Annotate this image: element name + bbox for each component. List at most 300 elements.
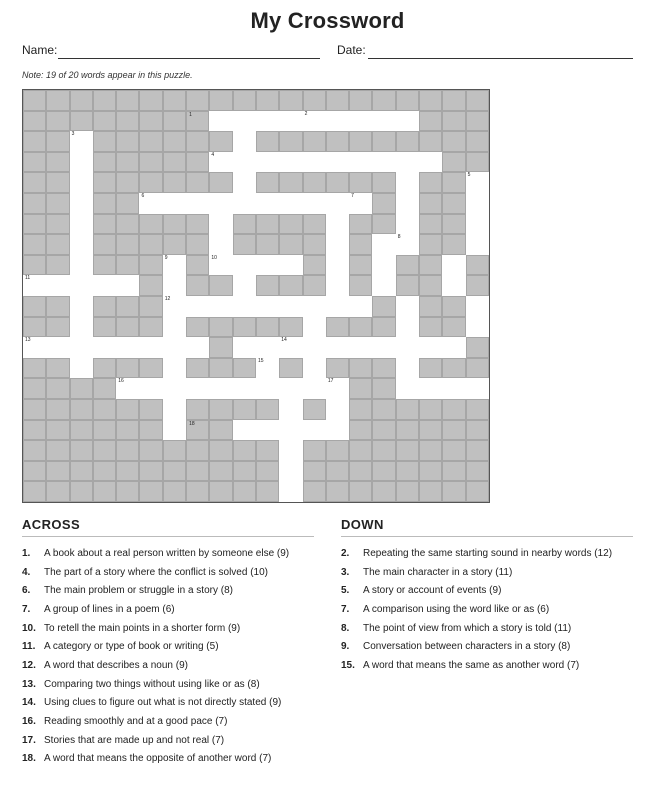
block-cell [139, 172, 162, 193]
block-cell [349, 131, 372, 152]
answer-cell[interactable] [70, 317, 93, 338]
answer-cell[interactable] [233, 131, 256, 152]
answer-cell[interactable] [279, 378, 302, 399]
answer-cell[interactable] [70, 172, 93, 193]
block-cell [139, 461, 162, 482]
across-clue-list [22, 544, 289, 768]
answer-cell[interactable] [256, 420, 279, 441]
clue-number: 7 [351, 192, 354, 199]
across-clue [22, 600, 289, 619]
answer-cell[interactable] [256, 193, 279, 214]
block-cell [163, 90, 186, 111]
answer-cell[interactable] [46, 275, 69, 296]
clue-number: 9 [164, 254, 168, 261]
answer-cell[interactable] [233, 337, 256, 358]
clue-number: 16 [118, 378, 124, 385]
answer-cell[interactable] [163, 317, 186, 338]
block-cell [442, 131, 465, 152]
answer-cell[interactable] [466, 317, 489, 338]
block-cell [326, 461, 349, 482]
block-cell [326, 90, 349, 111]
date-label: Date: [337, 43, 366, 57]
block-cell [233, 440, 256, 461]
block-cell [349, 172, 372, 193]
answer-cell[interactable] [233, 152, 256, 173]
answer-cell[interactable] [372, 111, 395, 132]
answer-cell[interactable] [70, 234, 93, 255]
clue-text: Using clues to figure out what is not directly stated (9) [44, 697, 282, 709]
answer-cell[interactable] [326, 152, 349, 173]
block-cell [466, 420, 489, 441]
answer-cell[interactable] [466, 172, 489, 193]
block-cell [419, 296, 442, 317]
down-clue [341, 619, 612, 638]
answer-cell[interactable] [93, 275, 116, 296]
block-cell [326, 131, 349, 152]
block-cell [46, 131, 69, 152]
answer-cell[interactable] [396, 234, 419, 255]
clue-text: A comparison using the word like or as (6) [363, 603, 550, 615]
answer-cell[interactable] [116, 378, 139, 399]
block-cell [279, 317, 302, 338]
block-cell [46, 461, 69, 482]
answer-cell[interactable] [70, 337, 93, 358]
answer-cell[interactable] [372, 234, 395, 255]
answer-cell[interactable] [233, 193, 256, 214]
block-cell [372, 317, 395, 338]
answer-cell[interactable] [442, 255, 465, 276]
answer-cell[interactable] [139, 378, 162, 399]
answer-cell[interactable] [163, 255, 186, 276]
clue-number: 11 [25, 275, 31, 282]
block-cell [163, 234, 186, 255]
block-cell [139, 358, 162, 379]
answer-cell[interactable] [139, 193, 162, 214]
block-cell [466, 152, 489, 173]
block-cell [233, 461, 256, 482]
answer-cell[interactable] [396, 152, 419, 173]
answer-cell[interactable] [303, 111, 326, 132]
answer-cell[interactable] [163, 399, 186, 420]
answer-cell[interactable] [303, 152, 326, 173]
block-cell [23, 399, 46, 420]
block-cell [303, 214, 326, 235]
clue-text: Comparing two things without using like or as (8) [44, 678, 260, 690]
block-cell [256, 481, 279, 502]
block-cell [233, 234, 256, 255]
answer-cell[interactable] [396, 378, 419, 399]
clue-number: 4 [211, 151, 215, 158]
block-cell [23, 172, 46, 193]
block-cell [372, 378, 395, 399]
block-cell [186, 131, 209, 152]
answer-cell[interactable] [256, 337, 279, 358]
clue-text: A group of lines in a poem (6) [44, 603, 175, 615]
block-cell [116, 420, 139, 441]
answer-cell[interactable] [163, 275, 186, 296]
block-cell [419, 399, 442, 420]
answer-cell[interactable] [233, 111, 256, 132]
answer-cell[interactable] [396, 193, 419, 214]
block-cell [93, 234, 116, 255]
block-cell [23, 234, 46, 255]
answer-cell[interactable] [23, 337, 46, 358]
answer-cell[interactable] [419, 378, 442, 399]
answer-cell[interactable] [372, 152, 395, 173]
clue-number: 13 [25, 337, 31, 344]
answer-cell[interactable] [209, 296, 232, 317]
block-cell [349, 461, 372, 482]
answer-cell[interactable] [93, 337, 116, 358]
answer-cell[interactable] [326, 234, 349, 255]
answer-cell[interactable] [349, 152, 372, 173]
across-clue [22, 731, 289, 750]
answer-cell[interactable] [46, 337, 69, 358]
answer-cell[interactable] [279, 440, 302, 461]
block-cell [116, 461, 139, 482]
block-cell [93, 399, 116, 420]
across-heading: ACROSS [22, 517, 81, 532]
answer-cell[interactable] [186, 337, 209, 358]
answer-cell[interactable] [163, 193, 186, 214]
answer-cell[interactable] [466, 378, 489, 399]
answer-cell[interactable] [442, 337, 465, 358]
across-divider [22, 536, 314, 537]
block-cell [466, 399, 489, 420]
answer-cell[interactable] [466, 296, 489, 317]
block-cell [93, 255, 116, 276]
block-cell [303, 275, 326, 296]
block-cell [23, 378, 46, 399]
block-cell [46, 440, 69, 461]
answer-cell[interactable] [396, 317, 419, 338]
block-cell [93, 172, 116, 193]
block-cell [442, 461, 465, 482]
answer-cell[interactable] [116, 337, 139, 358]
answer-cell[interactable] [326, 399, 349, 420]
answer-cell[interactable] [256, 358, 279, 379]
answer-cell[interactable] [70, 296, 93, 317]
block-cell [349, 255, 372, 276]
answer-cell[interactable] [233, 296, 256, 317]
answer-cell[interactable] [419, 337, 442, 358]
block-cell [116, 111, 139, 132]
answer-cell[interactable] [372, 255, 395, 276]
answer-cell[interactable] [163, 296, 186, 317]
answer-cell[interactable] [326, 378, 349, 399]
block-cell [349, 440, 372, 461]
answer-cell[interactable] [326, 255, 349, 276]
block-cell [303, 131, 326, 152]
down-clue-list [341, 544, 612, 675]
block-cell [116, 214, 139, 235]
name-field[interactable] [58, 58, 320, 59]
block-cell [256, 90, 279, 111]
block-cell [279, 131, 302, 152]
answer-cell[interactable] [256, 296, 279, 317]
block-cell [46, 420, 69, 441]
answer-cell[interactable] [442, 378, 465, 399]
across-clue [22, 544, 289, 563]
block-cell [186, 172, 209, 193]
block-cell [93, 193, 116, 214]
block-cell [209, 440, 232, 461]
answer-cell[interactable] [326, 420, 349, 441]
block-cell [233, 90, 256, 111]
block-cell [46, 172, 69, 193]
answer-cell[interactable] [209, 193, 232, 214]
block-cell [303, 399, 326, 420]
answer-cell[interactable] [279, 255, 302, 276]
answer-cell[interactable] [303, 378, 326, 399]
answer-cell[interactable] [23, 275, 46, 296]
answer-cell[interactable] [326, 214, 349, 235]
answer-cell[interactable] [303, 317, 326, 338]
block-cell [419, 481, 442, 502]
block-cell [419, 317, 442, 338]
answer-cell[interactable] [209, 255, 232, 276]
clue-number: 1. [22, 547, 31, 559]
block-cell [442, 111, 465, 132]
block-cell [442, 172, 465, 193]
clue-number: 13. [22, 678, 36, 690]
answer-cell[interactable] [372, 275, 395, 296]
answer-cell[interactable] [349, 111, 372, 132]
crossword-grid [22, 89, 490, 503]
answer-cell[interactable] [163, 358, 186, 379]
answer-cell[interactable] [466, 193, 489, 214]
block-cell [279, 358, 302, 379]
clue-number: 14 [281, 337, 287, 344]
block-cell [303, 234, 326, 255]
answer-cell[interactable] [186, 193, 209, 214]
block-cell [93, 90, 116, 111]
clue-number: 11. [22, 641, 36, 653]
answer-cell[interactable] [186, 378, 209, 399]
block-cell [186, 234, 209, 255]
answer-cell[interactable] [396, 172, 419, 193]
block-cell [349, 317, 372, 338]
block-cell [23, 461, 46, 482]
answer-cell[interactable] [256, 255, 279, 276]
answer-cell[interactable] [163, 378, 186, 399]
clue-text: Stories that are made up and not real (7) [44, 734, 225, 746]
answer-cell[interactable] [233, 275, 256, 296]
block-cell [209, 131, 232, 152]
answer-cell[interactable] [326, 111, 349, 132]
block-cell [23, 317, 46, 338]
block-cell [303, 255, 326, 276]
answer-cell[interactable] [233, 172, 256, 193]
answer-cell[interactable] [279, 337, 302, 358]
answer-cell[interactable] [139, 337, 162, 358]
answer-cell[interactable] [303, 358, 326, 379]
block-cell [186, 420, 209, 441]
block-cell [116, 296, 139, 317]
block-cell [23, 440, 46, 461]
clue-text: Repeating the same starting sound in nearby words (12) [363, 547, 613, 559]
clue-number: 17 [327, 378, 334, 385]
answer-cell[interactable] [326, 275, 349, 296]
block-cell [116, 131, 139, 152]
answer-cell[interactable] [279, 461, 302, 482]
block-cell [372, 296, 395, 317]
answer-cell[interactable] [70, 214, 93, 235]
clue-number: 7. [341, 603, 350, 615]
block-cell [70, 481, 93, 502]
block-cell [372, 90, 395, 111]
answer-cell[interactable] [326, 193, 349, 214]
block-cell [23, 420, 46, 441]
block-cell [46, 214, 69, 235]
block-cell [256, 317, 279, 338]
answer-cell[interactable] [349, 193, 372, 214]
block-cell [139, 234, 162, 255]
answer-cell[interactable] [279, 420, 302, 441]
clue-text: Conversation between characters in a story (8) [363, 641, 571, 653]
clue-number: 3 [71, 131, 75, 138]
answer-cell[interactable] [256, 152, 279, 173]
block-cell [93, 152, 116, 173]
block-cell [186, 152, 209, 173]
answer-cell[interactable] [442, 275, 465, 296]
answer-cell[interactable] [326, 296, 349, 317]
answer-cell[interactable] [70, 131, 93, 152]
block-cell [396, 461, 419, 482]
block-cell [186, 214, 209, 235]
answer-cell[interactable] [256, 111, 279, 132]
block-cell [372, 358, 395, 379]
answer-cell[interactable] [116, 275, 139, 296]
clue-number: 2. [341, 547, 350, 559]
block-cell [46, 152, 69, 173]
page-title: My Crossword [250, 8, 405, 33]
block-cell [93, 214, 116, 235]
answer-cell[interactable] [396, 296, 419, 317]
date-field[interactable] [368, 58, 633, 59]
block-cell [442, 481, 465, 502]
answer-cell[interactable] [466, 214, 489, 235]
answer-cell[interactable] [396, 214, 419, 235]
block-cell [419, 111, 442, 132]
block-cell [279, 275, 302, 296]
block-cell [303, 172, 326, 193]
block-cell [93, 111, 116, 132]
answer-cell[interactable] [372, 337, 395, 358]
block-cell [303, 461, 326, 482]
answer-cell[interactable] [303, 193, 326, 214]
answer-cell[interactable] [209, 378, 232, 399]
answer-cell[interactable] [349, 337, 372, 358]
answer-cell[interactable] [303, 296, 326, 317]
answer-cell[interactable] [209, 214, 232, 235]
answer-cell[interactable] [209, 152, 232, 173]
answer-cell[interactable] [396, 337, 419, 358]
clue-number: 15 [257, 357, 264, 364]
answer-cell[interactable] [279, 152, 302, 173]
block-cell [256, 440, 279, 461]
block-cell [46, 399, 69, 420]
answer-cell[interactable] [279, 193, 302, 214]
answer-cell[interactable] [396, 358, 419, 379]
clue-number: 1 [189, 111, 192, 118]
answer-cell[interactable] [279, 399, 302, 420]
block-cell [209, 481, 232, 502]
block-cell [209, 461, 232, 482]
block-cell [442, 296, 465, 317]
block-cell [23, 90, 46, 111]
block-cell [186, 440, 209, 461]
answer-cell[interactable] [70, 275, 93, 296]
block-cell [442, 193, 465, 214]
block-cell [186, 461, 209, 482]
clue-text: The main problem or struggle in a story (8) [44, 585, 233, 597]
block-cell [372, 399, 395, 420]
block-cell [23, 214, 46, 235]
block-cell [139, 111, 162, 132]
block-cell [23, 255, 46, 276]
block-cell [116, 234, 139, 255]
clue-text: To retell the main points in a shorter form (9) [44, 622, 241, 634]
block-cell [186, 90, 209, 111]
answer-cell[interactable] [163, 420, 186, 441]
answer-cell[interactable] [303, 420, 326, 441]
block-cell [466, 111, 489, 132]
answer-cell[interactable] [279, 296, 302, 317]
answer-cell[interactable] [349, 296, 372, 317]
answer-cell[interactable] [209, 234, 232, 255]
answer-cell[interactable] [466, 234, 489, 255]
block-cell [466, 481, 489, 502]
block-cell [419, 234, 442, 255]
block-cell [466, 255, 489, 276]
clue-text: The main character in a story (11) [363, 566, 513, 578]
block-cell [442, 214, 465, 235]
block-cell [23, 358, 46, 379]
answer-cell[interactable] [233, 378, 256, 399]
block-cell [93, 131, 116, 152]
answer-cell[interactable] [279, 111, 302, 132]
down-divider [341, 536, 633, 537]
answer-cell[interactable] [419, 152, 442, 173]
answer-cell[interactable] [209, 111, 232, 132]
block-cell [186, 255, 209, 276]
answer-cell[interactable] [233, 255, 256, 276]
answer-cell[interactable] [70, 193, 93, 214]
block-cell [303, 481, 326, 502]
block-cell [93, 440, 116, 461]
block-cell [326, 172, 349, 193]
answer-cell[interactable] [233, 420, 256, 441]
answer-cell[interactable] [256, 378, 279, 399]
block-cell [116, 152, 139, 173]
answer-cell[interactable] [70, 255, 93, 276]
clue-number: 2 [304, 110, 308, 117]
answer-cell[interactable] [303, 337, 326, 358]
block-cell [396, 275, 419, 296]
answer-cell[interactable] [396, 111, 419, 132]
clue-number: 14. [22, 697, 36, 709]
answer-cell[interactable] [163, 337, 186, 358]
block-cell [419, 275, 442, 296]
block-cell [396, 131, 419, 152]
block-cell [419, 193, 442, 214]
answer-cell[interactable] [279, 481, 302, 502]
answer-cell[interactable] [326, 337, 349, 358]
answer-cell[interactable] [186, 296, 209, 317]
answer-cell[interactable] [70, 358, 93, 379]
answer-cell[interactable] [70, 152, 93, 173]
